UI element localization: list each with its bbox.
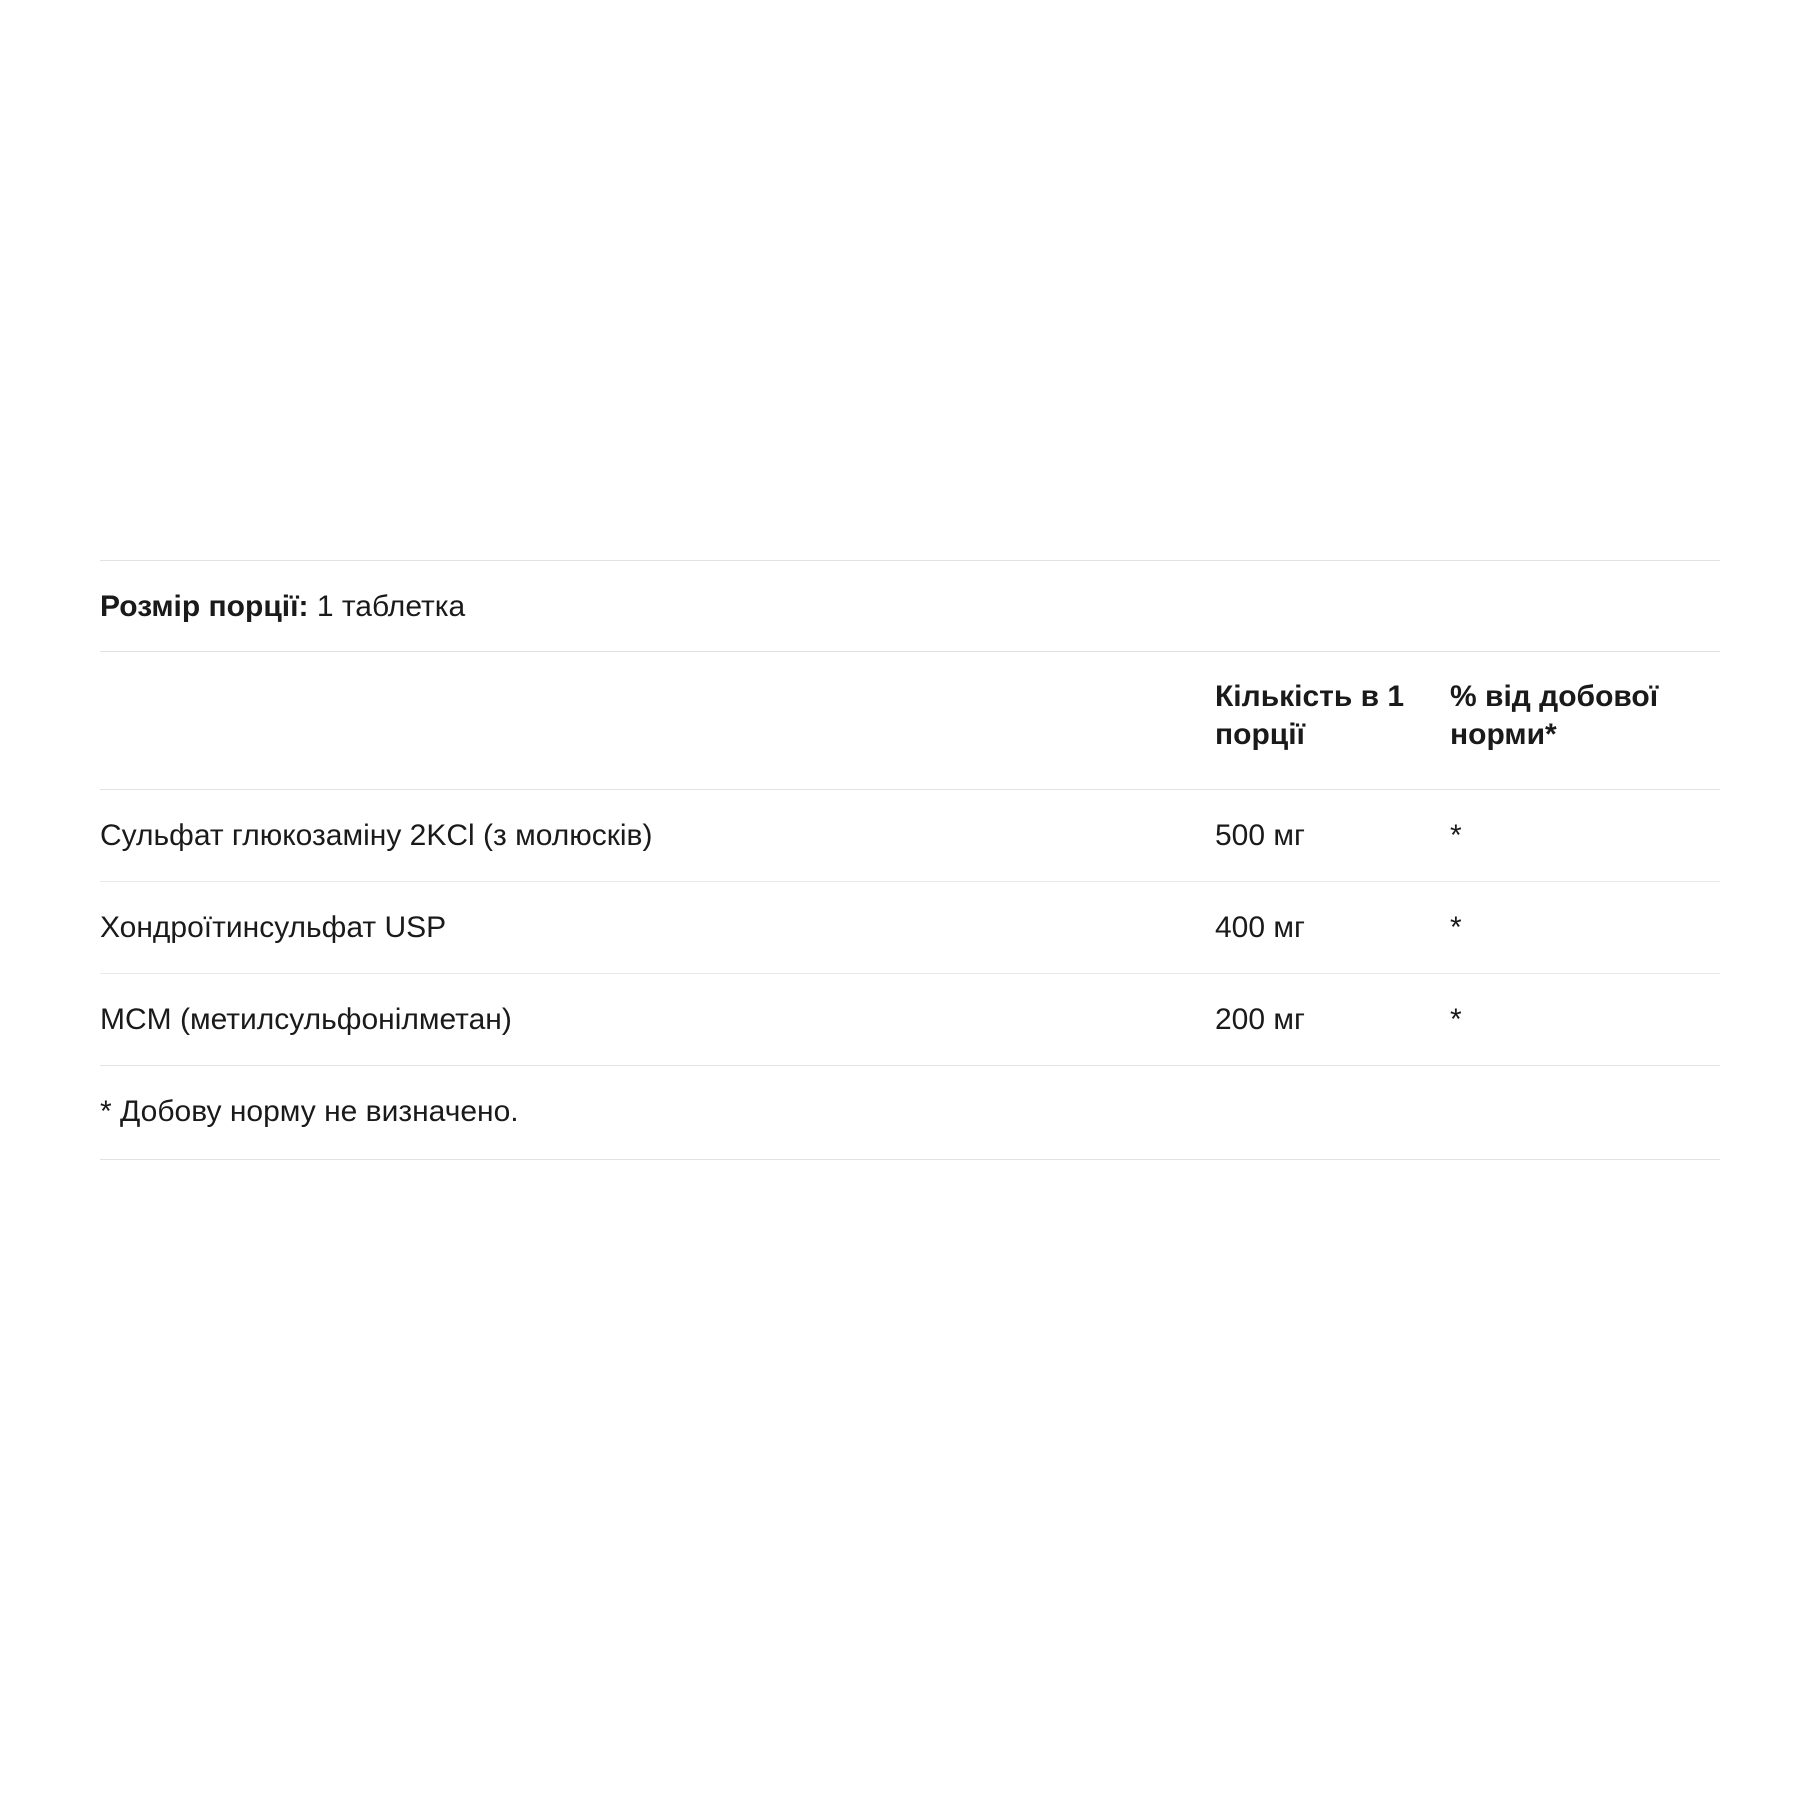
nutrient-name: MCM (метилсульфонілметан) [100,973,1215,1065]
nutrient-daily-value: * [1450,973,1720,1065]
serving-size-value: 1 таблетка [308,590,466,623]
nutrient-name: Хондроїтинсульфат USP [100,881,1215,973]
supplement-facts-table [100,651,1720,1066]
table-body [100,789,1720,1065]
table-header-row [100,652,1720,790]
nutrient-daily-value: * [1450,881,1720,973]
nutrient-amount: 200 мг [1215,973,1450,1065]
column-header-amount-per-serving: Кількість в 1 порції [1215,652,1450,790]
nutrient-daily-value: * [1450,789,1720,881]
table-row [100,881,1720,973]
table-row [100,973,1720,1065]
nutrient-name: Сульфат глюкозаміну 2KCl (з молюсків) [100,789,1215,881]
column-header-daily-value: % від добової норми* [1450,652,1720,790]
table-header [100,652,1720,790]
nutrient-amount: 500 мг [1215,789,1450,881]
table-row [100,789,1720,881]
supplement-facts-panel [100,560,1720,1160]
nutrient-amount: 400 мг [1215,881,1450,973]
serving-size-label: Розмір порції: [100,590,309,623]
column-header-nutrient [100,652,1215,790]
serving-size-row [100,561,1720,651]
daily-value-footnote: * Добову норму не визначено. [100,1066,1720,1160]
